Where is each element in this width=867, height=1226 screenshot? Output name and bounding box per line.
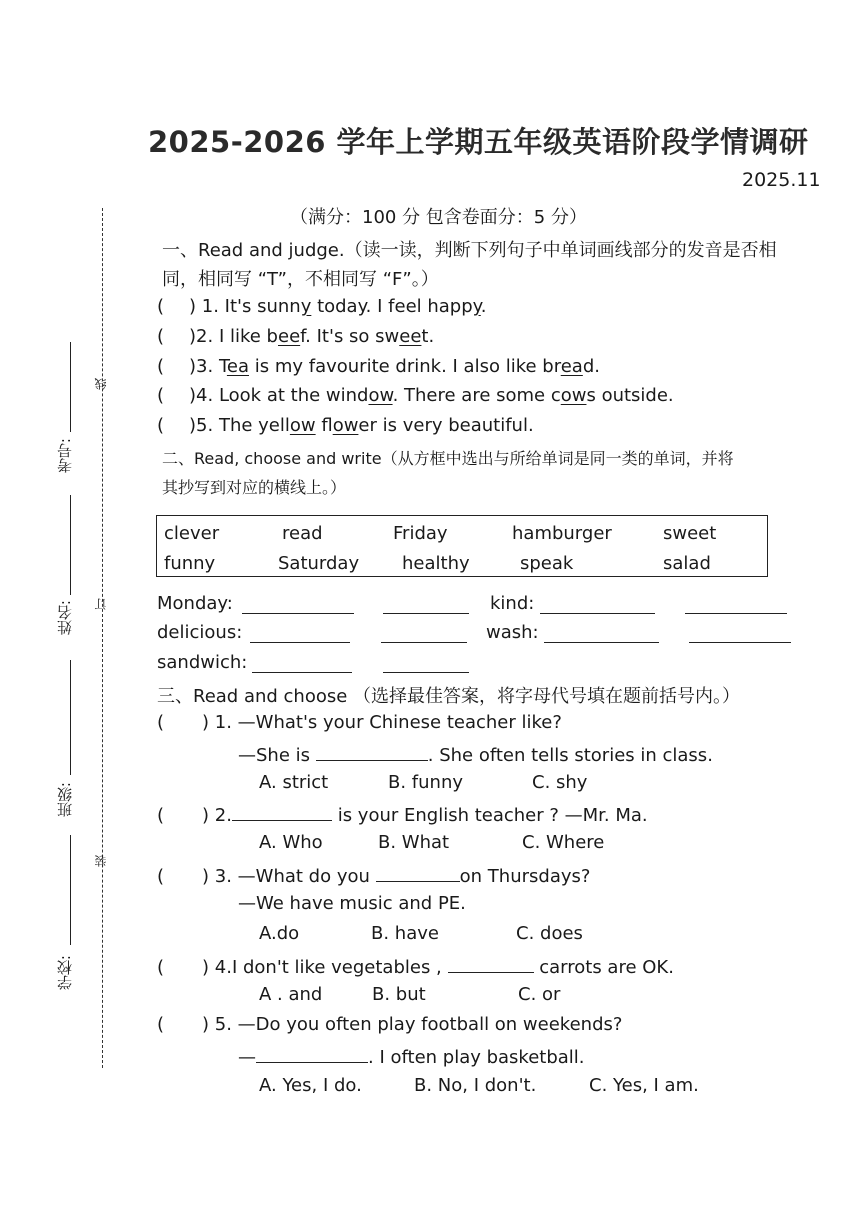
binding-mark-bind: 装 <box>94 855 108 867</box>
section1-item-4: ( )4. Look at the window. There are some cows outside. <box>157 385 674 406</box>
prompt-delicious: delicious: <box>157 622 243 643</box>
box-word: Friday <box>393 523 448 544</box>
answer-blank[interactable] <box>685 613 787 614</box>
binding-mark-line: 线 <box>94 378 108 390</box>
field-label-class: 班级: <box>56 782 74 818</box>
field-line-name <box>70 495 71 595</box>
box-word: healthy <box>402 553 470 574</box>
answer-paren[interactable]: ( <box>157 296 165 317</box>
section1-item-3: ( )3. Tea is my favourite drink. I also like bread. <box>157 356 600 377</box>
q5-option-b: B. No, I don't. <box>414 1075 537 1096</box>
field-label-school: 学校: <box>56 955 74 991</box>
answer-paren[interactable]: ( <box>157 866 165 887</box>
answer-blank[interactable] <box>242 613 354 614</box>
box-word: clever <box>164 523 220 544</box>
q2-option-c: C. Where <box>522 832 605 853</box>
q1-option-c: C. shy <box>532 772 588 793</box>
field-label-name: 姓名: <box>56 600 74 636</box>
answer-blank[interactable] <box>448 954 534 973</box>
answer-paren[interactable]: ( <box>157 805 165 826</box>
section2-header-line1: 二、Read, choose and write（从方框中选出与所给单词是同一类的单词，并将 <box>162 449 734 468</box>
binding-mark-staple: 订 <box>94 598 108 610</box>
box-word: speak <box>520 553 574 574</box>
q4-option-b: B. but <box>372 984 426 1005</box>
q2-option-a: A. Who <box>259 832 323 853</box>
answer-blank[interactable] <box>250 642 350 643</box>
section3-q1-answer: —She is . She often tells stories in class. <box>238 742 713 766</box>
q4-option-c: C. or <box>518 984 561 1005</box>
section1-item-1: ( ) 1. It's sunny today. I feel happy. <box>157 296 487 317</box>
answer-blank[interactable] <box>376 863 460 882</box>
field-label-kaohao: 考号: <box>56 438 74 474</box>
prompt-monday: Monday: <box>157 593 233 614</box>
answer-paren[interactable]: ( <box>157 1014 165 1035</box>
section3-q5: ( ) 5. —Do you often play football on weekends? <box>157 1014 623 1035</box>
box-word: hamburger <box>512 523 612 544</box>
score-note: （满分：100 分 包含卷面分：5 分） <box>290 207 587 228</box>
section3-q3-answer: —We have music and PE. <box>238 893 466 914</box>
section3-q3: ( ) 3. —What do you on Thursdays? <box>157 863 590 887</box>
field-line-kaohao <box>70 342 71 432</box>
answer-paren[interactable]: ( <box>157 326 165 347</box>
q1-option-a: A. strict <box>259 772 329 793</box>
section3-header: 三、Read and choose （选择最佳答案，将字母代号填在题前括号内。） <box>157 686 741 707</box>
answer-blank[interactable] <box>383 672 469 673</box>
answer-blank[interactable] <box>544 642 659 643</box>
exam-date: 2025.11 <box>742 169 821 191</box>
answer-paren[interactable]: ( <box>157 957 165 978</box>
section3-q4: ( ) 4.I don't like vegetables , carrots are OK. <box>157 954 674 978</box>
binding-dashed-line <box>102 208 103 1068</box>
answer-blank[interactable] <box>540 613 655 614</box>
answer-paren[interactable]: ( <box>157 356 165 377</box>
answer-blank[interactable] <box>381 642 467 643</box>
box-word: Saturday <box>278 553 360 574</box>
q3-option-b: B. have <box>371 923 439 944</box>
section3-q1: ( ) 1. —What's your Chinese teacher like? <box>157 712 562 733</box>
prompt-wash: wash: <box>486 622 539 643</box>
section3-q2: ( ) 2. is your English teacher ? —Mr. Ma. <box>157 802 648 826</box>
answer-blank[interactable] <box>316 742 428 761</box>
answer-blank[interactable] <box>689 642 791 643</box>
section1-item-5: ( )5. The yellow flower is very beautiful. <box>157 415 534 436</box>
answer-paren[interactable]: ( <box>157 415 165 436</box>
answer-paren[interactable]: ( <box>157 712 165 733</box>
section2-header-line2: 其抄写到对应的横线上。） <box>162 478 347 497</box>
answer-blank[interactable] <box>256 1044 368 1063</box>
q3-option-a: A.do <box>259 923 300 944</box>
section1-header-line1: 一、Read and judge.（读一读，判断下列句子中单词画线部分的发音是否相 <box>162 240 777 261</box>
q4-option-a: A . and <box>259 984 323 1005</box>
box-word: sweet <box>663 523 717 544</box>
field-line-class <box>70 660 71 775</box>
page-title: 2025-2026 学年上学期五年级英语阶段学情调研 <box>148 125 809 159</box>
box-word: funny <box>164 553 216 574</box>
q3-option-c: C. does <box>516 923 583 944</box>
prompt-kind: kind: <box>490 593 535 614</box>
section1-item-2: ( )2. I like beef. It's so sweet. <box>157 326 435 347</box>
answer-paren[interactable]: ( <box>157 385 165 406</box>
q1-option-b: B. funny <box>388 772 464 793</box>
answer-blank[interactable] <box>232 802 332 821</box>
section3-q5-answer: — . I often play basketball. <box>238 1044 585 1068</box>
q5-option-a: A. Yes, I do. <box>259 1075 362 1096</box>
prompt-sandwich: sandwich: <box>157 652 248 673</box>
answer-blank[interactable] <box>383 613 469 614</box>
answer-blank[interactable] <box>252 672 352 673</box>
section1-header-line2: 同，相同写 “T”，不相同写 “F”。） <box>162 269 439 290</box>
q2-option-b: B. What <box>378 832 450 853</box>
box-word: salad <box>663 553 711 574</box>
q5-option-c: C. Yes, I am. <box>589 1075 699 1096</box>
box-word: read <box>282 523 323 544</box>
field-line-school <box>70 835 71 945</box>
